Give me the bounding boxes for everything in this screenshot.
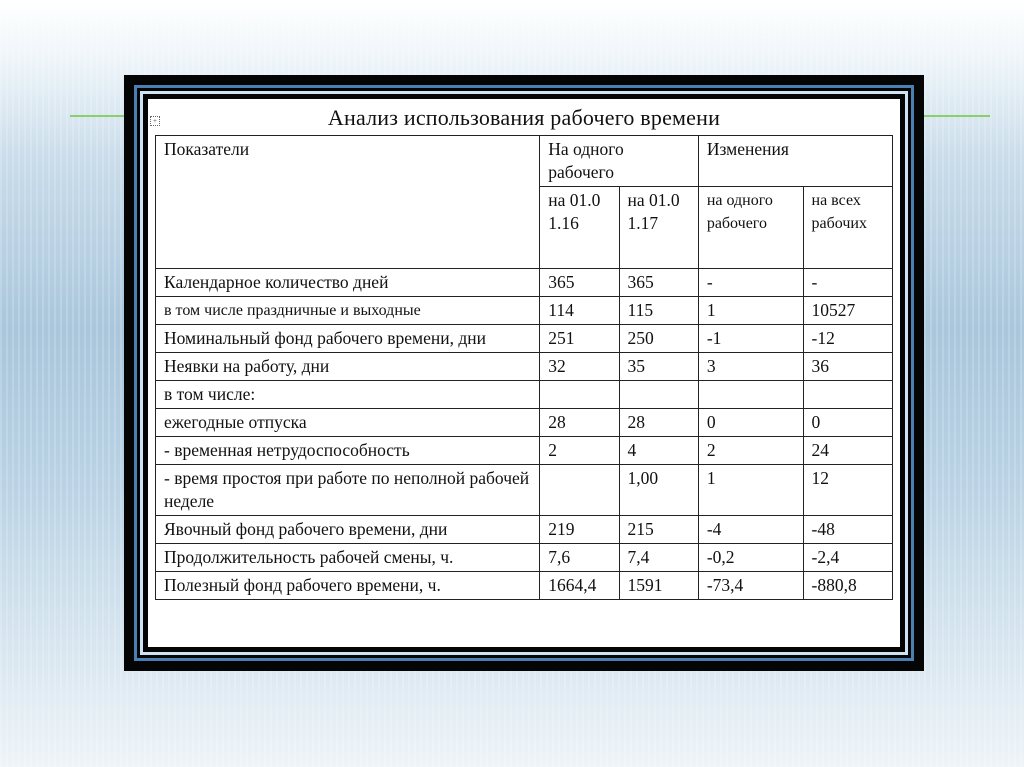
header-date-2017: на 01.01.17 [619, 187, 698, 269]
table-row [156, 516, 893, 544]
cell-change-all: 36 [803, 353, 892, 381]
slide-image-frame [124, 75, 924, 671]
cell-2017: 7,4 [619, 544, 698, 572]
header-changes: Изменения [698, 136, 892, 187]
header-row-1 [156, 136, 893, 187]
time-usage-table [155, 135, 893, 600]
cell-2016: 7,6 [540, 544, 619, 572]
cell-2016 [540, 381, 619, 409]
table-row [156, 381, 893, 409]
header-indicators: Показатели [156, 136, 540, 269]
row-name: ежегодные отпуска [156, 409, 540, 437]
row-name: - время простоя при работе по неполной рабочей неделе [156, 465, 540, 516]
header-change-per-worker: на одного рабочего [698, 187, 803, 269]
cell-change-one [698, 381, 803, 409]
cell-2017: 215 [619, 516, 698, 544]
header-date-2016: на 01.01.16 [540, 187, 619, 269]
row-name: в том числе: [156, 381, 540, 409]
cell-change-all: 0 [803, 409, 892, 437]
cell-change-one: -73,4 [698, 572, 803, 600]
cell-2016: 28 [540, 409, 619, 437]
cell-change-one: 3 [698, 353, 803, 381]
cell-2017: 35 [619, 353, 698, 381]
cell-change-all: -2,4 [803, 544, 892, 572]
table-row [156, 409, 893, 437]
cell-change-all: 12 [803, 465, 892, 516]
header-per-worker: На одного рабочего [540, 136, 699, 187]
cell-2016 [540, 465, 619, 516]
table-row [156, 465, 893, 516]
cell-change-one: -0,2 [698, 544, 803, 572]
cell-change-one: 0 [698, 409, 803, 437]
row-name: Номинальный фонд рабочего времени, дни [156, 325, 540, 353]
cell-change-all: -880,8 [803, 572, 892, 600]
cell-2016: 2 [540, 437, 619, 465]
cell-change-all: 24 [803, 437, 892, 465]
row-name-text: Полезный фонд рабочего времени, ч. [164, 575, 441, 595]
table-row [156, 297, 893, 325]
table-move-handle-icon[interactable]: + [150, 116, 160, 126]
cell-change-one: 2 [698, 437, 803, 465]
cell-change-all: 10527 [803, 297, 892, 325]
cell-change-all: - [803, 269, 892, 297]
cell-change-all [803, 381, 892, 409]
row-name: в том числе праздничные и выходные [156, 297, 540, 325]
cell-2016: 251 [540, 325, 619, 353]
table-row [156, 544, 893, 572]
cell-2016: 114 [540, 297, 619, 325]
header-change-all-workers: на всех рабочих [803, 187, 892, 269]
row-name: Неявки на работу, дни [156, 353, 540, 381]
row-name: Явочный фонд рабочего времени, дни [156, 516, 540, 544]
cell-change-one: 1 [698, 465, 803, 516]
cell-2017: 1,00 [619, 465, 698, 516]
cell-2017: 4 [619, 437, 698, 465]
cell-2017: 115 [619, 297, 698, 325]
cell-2017: 250 [619, 325, 698, 353]
cell-change-all: -12 [803, 325, 892, 353]
page-title: Анализ использования рабочего времени [327, 105, 721, 130]
cell-2016: 1664,4 [540, 572, 619, 600]
table-row [156, 269, 893, 297]
row-name-text: Продолжительность рабочей смены, ч. [164, 547, 454, 567]
cell-2016: 365 [540, 269, 619, 297]
row-name: Календарное количество дней [156, 269, 540, 297]
table-row [156, 325, 893, 353]
cell-change-one: 1 [698, 297, 803, 325]
document-page [148, 99, 900, 647]
cell-2017: 365 [619, 269, 698, 297]
table-row [156, 437, 893, 465]
cell-2017: 1591 [619, 572, 698, 600]
row-name: - временная нетрудоспособность [156, 437, 540, 465]
cell-change-one: - [698, 269, 803, 297]
cell-change-one: -1 [698, 325, 803, 353]
table-row [156, 572, 893, 600]
row-name [156, 572, 540, 600]
cell-2017: 28 [619, 409, 698, 437]
cell-change-one: -4 [698, 516, 803, 544]
cell-2016: 219 [540, 516, 619, 544]
cell-2017 [619, 381, 698, 409]
cell-2016: 32 [540, 353, 619, 381]
row-name [156, 544, 540, 572]
cell-change-all: -48 [803, 516, 892, 544]
table-row [156, 353, 893, 381]
